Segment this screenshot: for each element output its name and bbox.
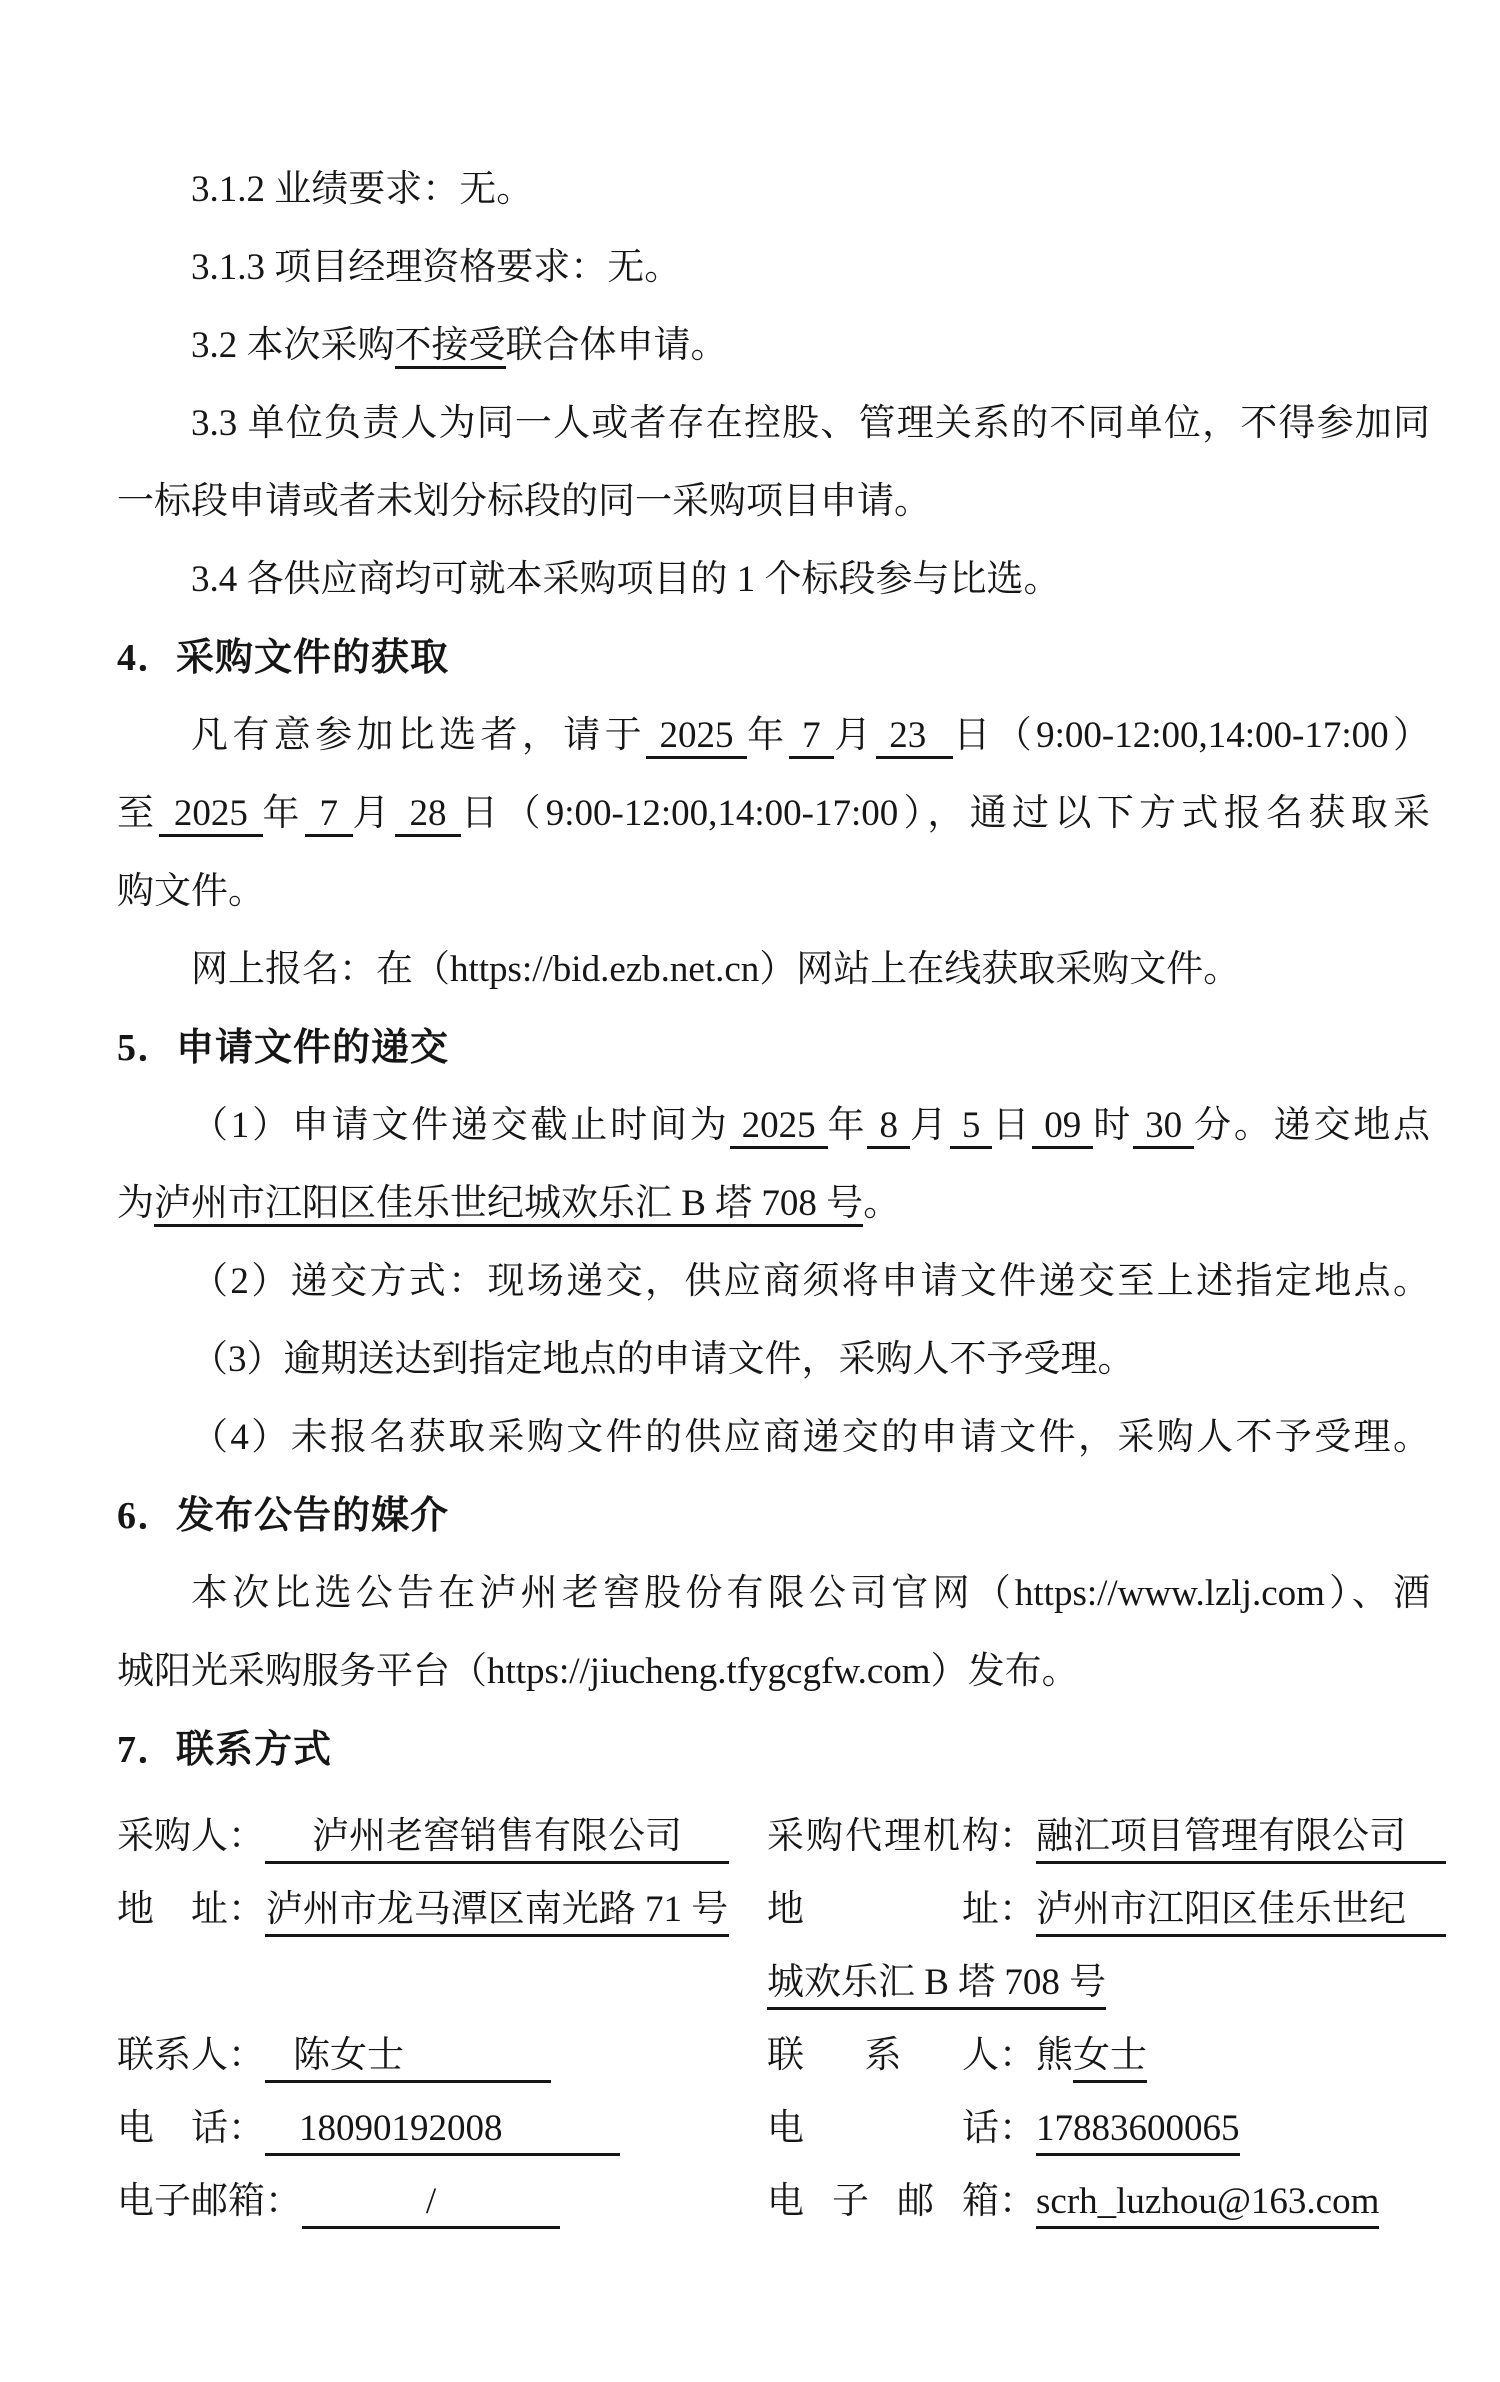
underlined-field: 陈女士 [265,2032,551,2083]
text-segment: 地 址： [117,1889,265,1930]
text-segment: 7．联系方式 [117,1729,333,1771]
text-line [117,1399,1430,1477]
text-segment: 月 [909,1105,950,1146]
text-segment: 日（9:00-12:00,14:00-17:00），通过以下方式报名获取采 [461,793,1431,834]
text-segment: 分。递交地点 [1194,1105,1431,1146]
underlined-field: 融汇项目管理有限公司 [1036,1813,1446,1864]
justified-label [767,1873,999,1946]
text-line [117,229,1430,307]
phone-row [117,2092,1430,2165]
contact-right-cell [767,2092,1430,2165]
contact-left-cell [117,1873,767,1946]
contact-left-cell [117,2165,767,2238]
text-segment: 年 [747,715,789,756]
text-segment: （1）申请文件递交截止时间为 [191,1105,730,1146]
underlined-field: 8 [867,1105,910,1149]
label-char: 子 [832,2181,869,2222]
section-heading [117,1711,1430,1789]
text-segment: ： [999,2108,1036,2149]
underlined-field: scrh_luzhou@163.com [1036,2178,1379,2229]
text-line [117,697,1430,775]
justified-label [767,1800,999,1873]
text-line [117,1633,1430,1711]
text-segment: 。 [863,1183,901,1224]
label-char: 人 [962,2035,999,2076]
contact-person-row [117,2019,1430,2092]
text-line [117,385,1430,463]
underlined-field: 泸州市江阳区佳乐世纪城欢乐汇 B 塔 708 号 [154,1183,863,1227]
text-segment: 日 [992,1105,1033,1146]
text-segment: 为 [117,1183,154,1224]
text-line [117,1555,1430,1633]
text-segment: 年 [262,793,305,834]
contact-left-cell [117,1946,767,2019]
contact-right-cell [767,1800,1446,1873]
contact-left-cell [117,2092,767,2165]
text-line [117,1087,1430,1165]
contact-left-cell [117,1800,767,1873]
label-char: 理 [884,1816,921,1857]
document-body [117,151,1430,1789]
text-segment: ： [999,2181,1036,2222]
justified-label [767,2019,999,2092]
text-segment: 3.2 本次采购 [191,325,395,366]
label-char: 地 [767,1889,804,1930]
underlined-field: 2025 [646,715,747,759]
underlined-field: 城欢乐汇 B 塔 708 号 [767,1959,1106,2010]
underlined-field: 28 [395,793,461,837]
contact-right-cell [767,1873,1446,1946]
text-segment: （4）未报名获取采购文件的供应商递交的申请文件，采购人不予受理。 [191,1417,1430,1458]
email-row [117,2165,1430,2238]
text-segment: 联系人： [117,2035,265,2076]
text-segment: 网上报名：在（https://bid.ezb.net.cn）网站上在线获取采购文件。 [191,949,1241,990]
label-char: 联 [767,2035,804,2076]
text-segment: 6．发布公告的媒介 [117,1495,450,1537]
contact-section [117,1800,1430,2238]
text-segment: 一标段申请或者未划分标段的同一采购项目申请。 [117,481,931,522]
contact-right-cell [767,1946,1430,2019]
text-segment: ： [999,1816,1036,1857]
text-segment: （2）递交方式：现场递交，供应商须将申请文件递交至上述指定地点。 [191,1261,1430,1302]
text-segment: 联合体申请。 [505,325,728,366]
underlined-field: 23 [876,715,954,759]
underlined-field: 18090192008 [265,2105,620,2156]
text-line [117,775,1430,853]
contact-left-cell [117,2019,767,2092]
underlined-field: 女士 [1073,2032,1147,2083]
address-continuation-row [117,1946,1430,2019]
text-segment: 5．申请文件的递交 [117,1027,450,1069]
contact-right-cell [767,2165,1430,2238]
text-line [117,1165,1430,1243]
section-heading [117,1009,1430,1087]
text-segment: 城阳光采购服务平台（https://jiucheng.tfygcgfw.com）发布。 [117,1651,1079,1692]
underlined-field: 30 [1133,1105,1194,1149]
text-segment: 时 [1093,1105,1134,1146]
underlined-field: 17883600065 [1036,2105,1240,2156]
text-line [117,541,1430,619]
text-line [117,463,1430,541]
text-segment: 电 话： [117,2108,265,2149]
text-line [117,1321,1430,1399]
justified-label [767,2092,999,2165]
underlined-field: 5 [950,1105,993,1149]
underlined-field: 7 [789,715,835,759]
underlined-field: 7 [305,793,353,837]
text-segment: （3）逾期送达到指定地点的申请文件，采购人不予受理。 [191,1339,1135,1380]
underlined-field: 泸州市龙马潭区南光路 71 号 [265,1886,729,1937]
text-line [117,1243,1430,1321]
underlined-field: 泸州市江阳区佳乐世纪 [1036,1886,1446,1937]
contact-right-cell [767,2019,1430,2092]
text-segment: 月 [834,715,876,756]
label-char: 电 [767,2181,804,2222]
text-segment: 本次比选公告在泸州老窖股份有限公司官网（https://www.lzlj.com）、酒 [191,1573,1430,1614]
text-segment: 熊 [1036,2035,1073,2076]
section-heading [117,1477,1430,1555]
text-segment: 3.3 单位负责人为同一人或者存在控股、管理关系的不同单位，不得参加同 [191,403,1430,444]
underlined-field: / [302,2178,560,2229]
text-segment: 3.4 各供应商均可就本采购项目的 1 个标段参与比选。 [191,559,1061,600]
purchaser-row [117,1800,1430,1873]
text-segment: 3.1.3 项目经理资格要求：无。 [191,247,682,288]
text-segment: 采购人： [117,1816,265,1857]
text-segment: 购文件。 [117,871,265,912]
address-row [117,1873,1430,1946]
underlined-field: 2025 [730,1105,828,1149]
text-segment: 至 [117,793,160,834]
text-segment: ： [999,2035,1036,2076]
label-char: 址 [962,1889,999,1930]
underlined-field: 泸州老窖销售有限公司 [265,1813,729,1864]
label-char: 构 [962,1816,999,1857]
text-segment: 日（9:00-12:00,14:00-17:00） [953,715,1431,756]
text-line [117,307,1430,385]
label-char: 邮 [897,2181,934,2222]
underlined-field: 2025 [159,793,262,837]
underlined-field: 09 [1032,1105,1093,1149]
text-segment: 凡有意参加比选者，请于 [191,715,646,756]
label-char: 系 [864,2035,902,2076]
justified-label [767,2165,999,2238]
label-char: 购 [806,1816,843,1857]
label-char: 话 [962,2108,999,2149]
text-segment: 月 [352,793,395,834]
text-line [117,931,1430,1009]
label-char: 箱 [962,2181,999,2222]
text-line [117,151,1430,229]
label-char: 采 [767,1816,804,1857]
label-char: 机 [923,1816,960,1857]
text-line [117,853,1430,931]
label-char: 代 [845,1816,882,1857]
text-segment: 4．采购文件的获取 [117,637,450,679]
text-segment: ： [999,1889,1036,1930]
text-segment: 年 [827,1105,868,1146]
text-segment: 电子邮箱： [117,2181,302,2222]
label-char: 电 [767,2108,804,2149]
section-heading [117,619,1430,697]
text-segment: 3.1.2 业绩要求：无。 [191,169,534,210]
underlined-field: 不接受 [395,325,506,369]
